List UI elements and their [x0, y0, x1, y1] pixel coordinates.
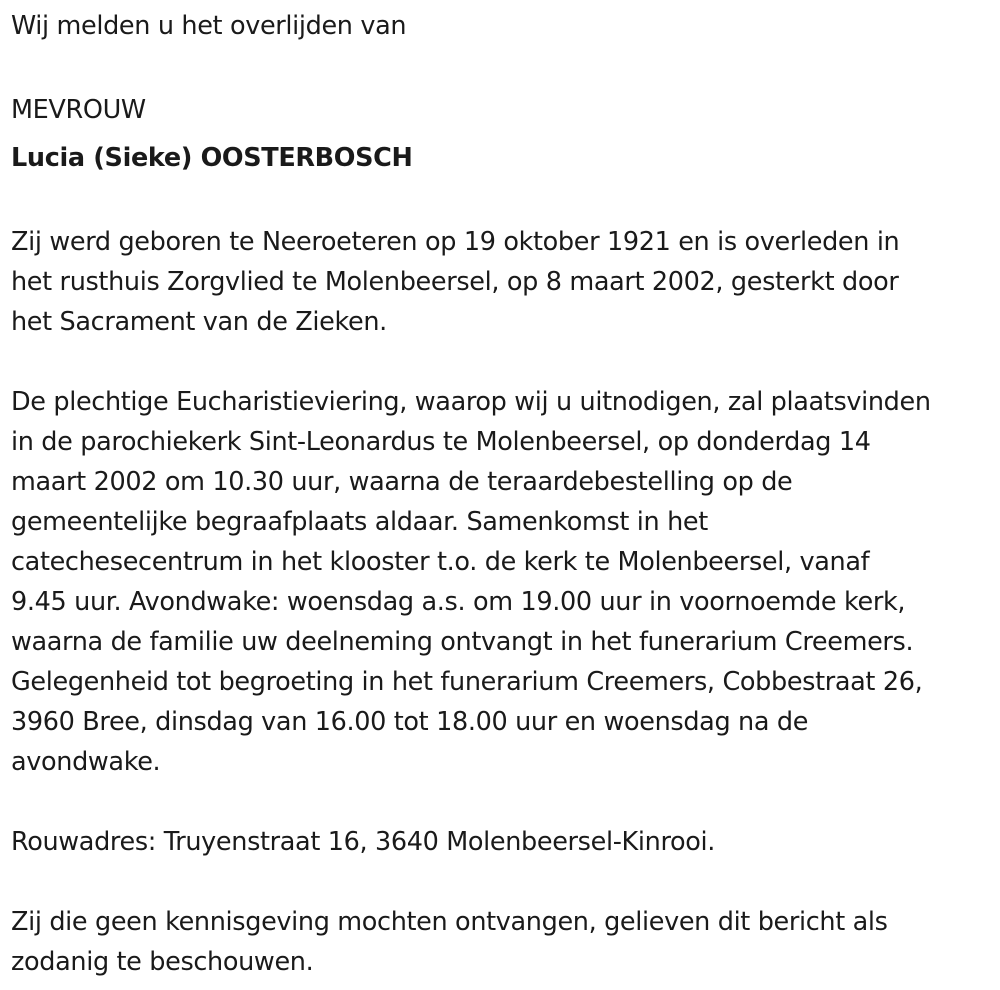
paragraph-line: zodanig te beschouwen. — [11, 947, 314, 977]
address-paragraph — [11, 822, 996, 862]
paragraph-line: maart 2002 om 10.30 uur, waarna de teraardebestelling op de — [11, 467, 793, 497]
deceased-name: Lucia (Sieke) OOSTERBOSCH — [11, 143, 413, 173]
intro-text: Wij melden u het overlijden van — [11, 11, 407, 41]
paragraph-line: het rusthuis Zorgvlied te Molenbeersel, op 8 maart 2002, gesterkt door — [11, 267, 899, 297]
paragraph-line: catechesecentrum in het klooster t.o. de kerk te Molenbeersel, vanaf — [11, 547, 870, 577]
paragraph-line: De plechtige Eucharistieviering, waarop wij u uitnodigen, zal plaatsvinden — [11, 387, 931, 417]
paragraph-line: 3960 Bree, dinsdag van 16.00 tot 18.00 uur en woensdag na de — [11, 707, 809, 737]
birth-death-paragraph — [11, 222, 996, 342]
paragraph-line: Gelegenheid tot begroeting in het funerarium Creemers, Cobbestraat 26, — [11, 667, 923, 697]
paragraph-line: het Sacrament van de Zieken. — [11, 307, 387, 337]
mourning-address: Rouwadres: Truyenstraat 16, 3640 Molenbeersel-Kinrooi. — [11, 827, 716, 857]
paragraph-line: gemeentelijke begraafplaats aldaar. Samenkomst in het — [11, 507, 708, 537]
honorific-title: MEVROUW — [11, 95, 146, 125]
paragraph-line: in de parochiekerk Sint-Leonardus te Molenbeersel, op donderdag 14 — [11, 427, 871, 457]
paragraph-line: waarna de familie uw deelneming ontvangt in het funerarium Creemers. — [11, 627, 914, 657]
paragraph-line: 9.45 uur. Avondwake: woensdag a.s. om 19.00 uur in voornoemde kerk, — [11, 587, 906, 617]
paragraph-line: avondwake. — [11, 747, 161, 777]
paragraph-line: Zij die geen kennisgeving mochten ontvangen, gelieven dit bericht als — [11, 907, 888, 937]
death-notice — [11, 6, 996, 982]
paragraph-line: Zij werd geboren te Neeroeteren op 19 oktober 1921 en is overleden in — [11, 227, 900, 257]
closing-paragraph — [11, 902, 996, 982]
ceremony-paragraph — [11, 382, 996, 782]
